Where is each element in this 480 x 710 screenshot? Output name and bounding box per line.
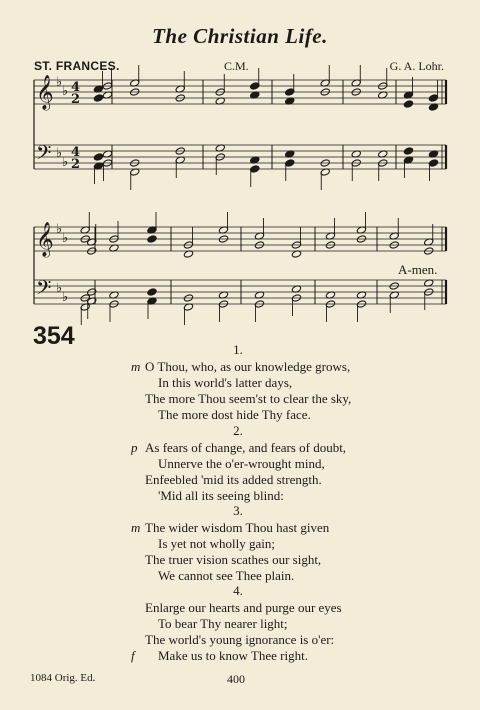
tune-composer: G. A. Lohr. <box>389 59 444 73</box>
note-head <box>147 288 157 296</box>
verse-line: Enlarge our hearts and purge our eyes <box>145 600 342 615</box>
flat-icon: ♭ <box>56 281 63 296</box>
dynamic-mark: f <box>131 648 135 663</box>
verse-line: Make us to know Thee right. <box>158 648 308 663</box>
verse-line: 'Mid all its seeing blind: <box>158 488 284 503</box>
stanza-number: 3. <box>233 503 243 518</box>
stanza-number: 4. <box>233 583 243 598</box>
stanza-number: 1. <box>233 342 243 357</box>
flat-icon: ♭ <box>62 231 69 246</box>
clef-icon: 𝄞 <box>36 75 54 110</box>
verse-line: The truer vision scathes our sight, <box>145 552 322 567</box>
tune-name: ST. FRANCES. <box>34 59 120 73</box>
clef-icon: 𝄞 <box>36 222 54 257</box>
verse-line: Unnerve the o'er-wrought mind, <box>158 456 325 471</box>
verse-line: As fears of change, and fears of doubt, <box>145 440 347 455</box>
flat-icon: ♭ <box>56 222 63 237</box>
flat-icon: ♭ <box>62 155 69 170</box>
time-signature: 2 <box>71 157 81 172</box>
clef-icon: 𝄢 <box>36 276 52 304</box>
section-title: The Christian Life. <box>152 24 328 48</box>
note-head <box>403 147 413 155</box>
music-score <box>0 0 480 330</box>
verse-line: The wider wisdom Thou hast given <box>145 520 330 535</box>
hymn-number: 354 <box>33 322 75 350</box>
flat-icon: ♭ <box>56 146 63 161</box>
flat-icon: ♭ <box>62 84 69 99</box>
dynamic-mark: p <box>131 440 138 455</box>
edition-note: 1084 Orig. Ed. <box>30 672 96 684</box>
verse-line: In this world's latter days, <box>158 375 293 390</box>
verse-line: Is yet not wholly gain; <box>158 536 275 551</box>
time-signature: 2 <box>71 92 81 107</box>
verse-line: O Thou, who, as our knowledge grows, <box>145 359 351 374</box>
verse-line: Enfeebled 'mid its added strength. <box>145 472 322 487</box>
verse-line: To bear Thy nearer light; <box>158 616 288 631</box>
tune-meter: C.M. <box>224 59 249 73</box>
time-signature: 4 <box>71 145 81 160</box>
dynamic-mark: m <box>131 520 141 535</box>
verse-line: The more Thou seem'st to clear the sky, <box>145 391 352 406</box>
note-head <box>93 94 103 102</box>
flat-icon: ♭ <box>56 75 63 90</box>
flat-icon: ♭ <box>62 290 69 305</box>
note-head <box>403 100 413 108</box>
amen-label: A-men. <box>398 262 438 277</box>
stanza-number: 2. <box>233 423 243 438</box>
verse-line: The world's young ignorance is o'er: <box>145 632 335 647</box>
verse-line: The more dost hide Thy face. <box>158 407 311 422</box>
note-head <box>147 235 157 243</box>
verse-line: We cannot see Thee plain. <box>158 568 295 583</box>
page-number: 400 <box>227 672 245 686</box>
dynamic-mark: m <box>131 359 141 374</box>
note-head <box>93 153 103 161</box>
clef-icon: 𝄢 <box>36 141 52 169</box>
time-signature: 4 <box>71 80 81 95</box>
